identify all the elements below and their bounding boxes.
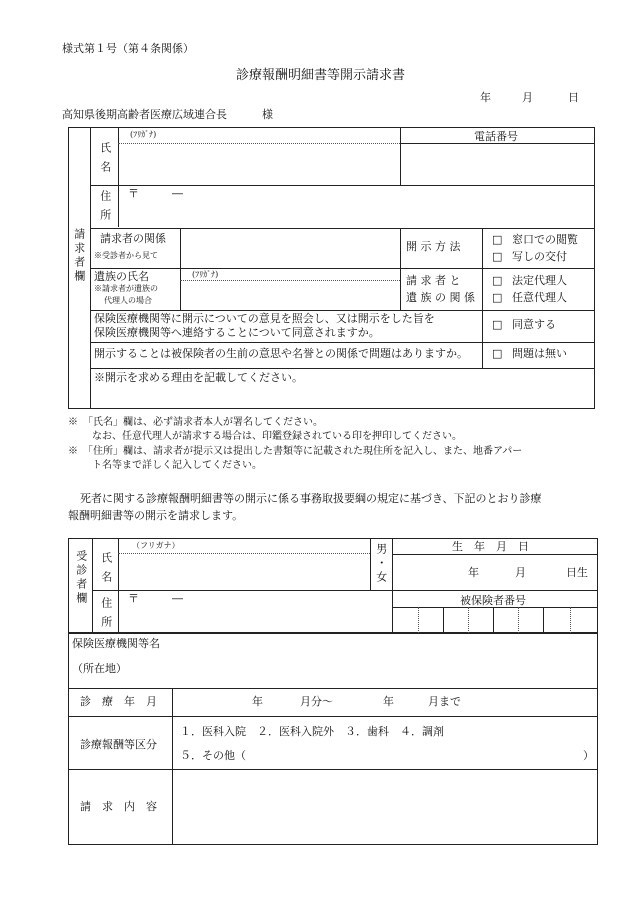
dob-label: 生 年 月 日: [452, 540, 529, 553]
requester-address-label: 住所: [98, 190, 112, 228]
relation-with-bereaved-label-1: 請 求 者 と: [406, 274, 461, 287]
reason-field[interactable]: [92, 385, 592, 407]
no-problem-option: 問題は無い: [512, 347, 567, 360]
location-field[interactable]: [160, 662, 590, 680]
checkbox-no-problem[interactable]: □: [492, 347, 503, 360]
addressee-suffix: 様: [262, 108, 273, 121]
patient-name-field[interactable]: [120, 556, 368, 588]
checkbox-copy-delivery[interactable]: □: [492, 250, 503, 263]
relation-field[interactable]: [182, 230, 398, 266]
institution-label: 保険医療機関等名: [72, 637, 160, 650]
form-number: 様式第１号（第４条関係）: [62, 42, 194, 55]
checkbox-consent[interactable]: □: [492, 318, 503, 331]
agent-option-legal: 法定代理人: [512, 274, 567, 287]
dob-month-label: 月: [515, 566, 526, 579]
relation-with-bereaved-label-2: 遺 族 の 関 係: [406, 291, 475, 304]
period-year-from: 年: [252, 695, 263, 708]
relation-note: ※受診者から見て: [94, 251, 158, 260]
requester-section-label: 請求者欄: [72, 228, 86, 284]
phone-field[interactable]: [402, 145, 594, 183]
location-label: （所在地）: [72, 662, 127, 675]
insured-number-label: 被保険者番号: [460, 594, 526, 607]
patient-address-label: 住所: [99, 597, 113, 635]
category-close-paren: ）: [583, 749, 594, 762]
category-options-line-1[interactable]: １．医科入院 ２．医科入院外 ３．歯科 ４．調剤: [180, 725, 444, 738]
patient-furigana-label: （フリガナ）: [132, 541, 180, 550]
insured-number-field[interactable]: [394, 609, 596, 631]
problem-text: 開示することは被保険者の生前の意思や名誉との関係で問題はありますか。: [94, 347, 468, 360]
request-content-label: 請 求 内 容: [80, 800, 157, 813]
request-content-field[interactable]: [176, 772, 594, 842]
category-label: 診療報酬等区分: [80, 738, 157, 751]
patient-name-label: 氏名: [99, 552, 113, 590]
date-month-label: 月: [522, 91, 533, 104]
consent-text-1: 保険医療機関等に開示についての意見を照会し、又は開示をした旨を: [94, 312, 435, 325]
sex-selector[interactable]: 男・女: [374, 543, 388, 585]
requester-postal-dash: ―: [172, 187, 183, 200]
period-year-to: 年: [383, 695, 394, 708]
patient-address-field[interactable]: [120, 606, 388, 630]
dob-day-label: 日生: [566, 566, 588, 579]
reason-text: ※開示を求める理由を記載してください。: [94, 371, 303, 384]
method-option-counter-view: 窓口での閲覧: [512, 233, 578, 246]
requester-address-field[interactable]: [120, 200, 590, 226]
category-options-line-2[interactable]: ５．その他（: [180, 749, 246, 762]
consent-text-2: 保険医療機関等へ連絡することについて同意されますか。: [94, 326, 380, 339]
checkbox-counter-view[interactable]: □: [492, 233, 503, 246]
checkbox-legal-agent[interactable]: □: [492, 274, 503, 287]
patient-section-label: 受診者欄: [74, 550, 88, 606]
agent-option-voluntary: 任意代理人: [512, 291, 567, 304]
period-month-from: 月分～: [300, 695, 333, 708]
bereaved-furigana-label: (ﾌﾘｶﾞﾅ): [192, 270, 219, 279]
phone-label: 電話番号: [474, 130, 518, 143]
consent-option: 同意する: [512, 318, 556, 331]
period-month-to: 月まで: [428, 695, 461, 708]
requester-name-field[interactable]: [120, 145, 398, 183]
date-year-label: 年: [480, 91, 491, 104]
note-address-detail: ト名等まで詳しく記入してください。: [92, 460, 262, 471]
requester-name-label: 氏名: [98, 142, 112, 180]
bereaved-note-1: ※請求者が遺族の: [94, 284, 158, 293]
note-name-signature: ※ 「氏名」欄は、必ず請求者本人が署名してください。: [68, 417, 323, 428]
requester-furigana-label: (ﾌﾘｶﾞﾅ): [130, 130, 157, 139]
request-statement-line-1: 死者に関する診療報酬明細書等の開示に係る事務取扱要綱の規定に基づき、下記のとおり診療: [80, 492, 542, 505]
addressee: 高知県後期高齢者医療広域連合長: [62, 108, 227, 121]
page-title: 診療報酬明細書等開示請求書: [236, 68, 406, 83]
method-option-copy-delivery: 写しの交付: [512, 250, 567, 263]
requester-postal-mark: 〒: [128, 187, 139, 200]
dob-year-label: 年: [468, 566, 479, 579]
relation-label: 請求者の関係: [100, 232, 166, 245]
period-label: 診 療 年 月: [80, 695, 157, 708]
patient-postal-mark: 〒: [128, 592, 139, 605]
bereaved-name-label: 遺族の氏名: [94, 270, 149, 283]
bereaved-note-2: 代理人の場合: [104, 296, 152, 305]
note-seal: なお、任意代理人が請求する場合は、印鑑登録されている印を押印してください。: [92, 431, 462, 442]
patient-postal-dash: ―: [172, 592, 183, 605]
note-address: ※ 「住所」欄は、請求者が提示又は提出した書類等に記載された現住所を記入し、また、地番アパー: [68, 446, 523, 457]
bereaved-name-field[interactable]: [182, 282, 398, 308]
checkbox-voluntary-agent[interactable]: □: [492, 291, 503, 304]
disclosure-method-label: 開 示 方 法: [406, 240, 461, 253]
institution-field[interactable]: [200, 637, 590, 655]
date-day-label: 日: [568, 91, 579, 104]
request-statement-line-2: 報酬明細書等の開示を請求します。: [68, 509, 244, 522]
